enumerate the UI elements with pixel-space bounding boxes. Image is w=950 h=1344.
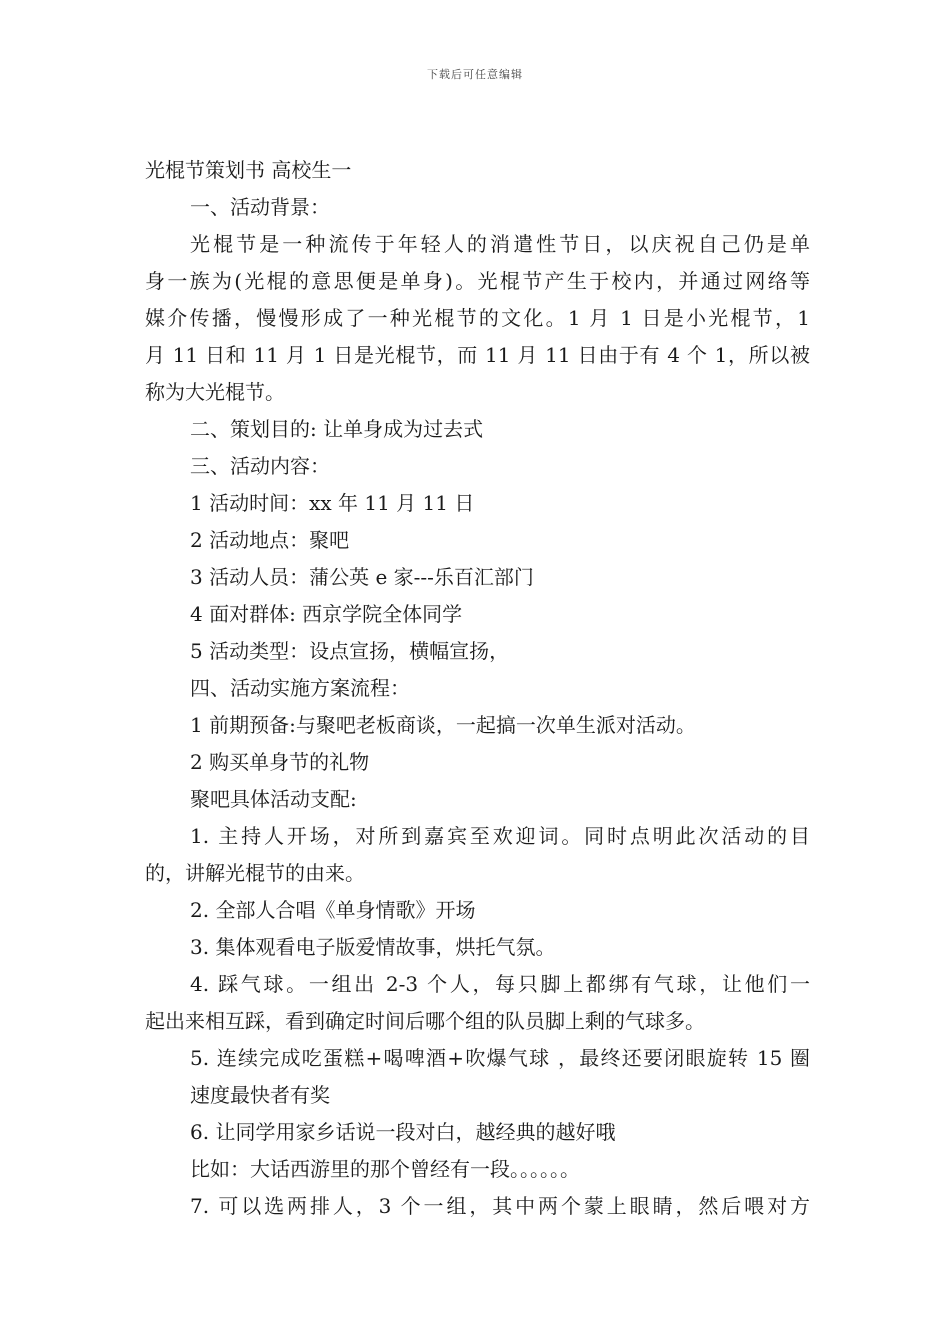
section-heading-process: 四、活动实施方案流程： — [190, 676, 410, 700]
document-body — [145, 152, 810, 1225]
list-item: 6. 让同学用家乡话说一段对白，越经典的越好哦 — [190, 1120, 616, 1144]
list-item: 2. 全部人合唱《单身情歌》开场 — [190, 898, 476, 922]
list-item: 1 活动时间：xx 年 11 月 11 日 — [190, 491, 475, 515]
paragraph-line: 月 11 日和 11 月 1 日是光棍节，而 11 月 11 日由于有 4 个 1，所以被 — [145, 343, 810, 367]
subheading-arrangement: 聚吧具体活动支配: — [190, 787, 357, 811]
list-item: 4. 踩气球。一组出 2-3 个人，每只脚上都绑有气球，让他们一 — [190, 972, 810, 996]
list-item: 7. 可以选两排人，3 个一组，其中两个蒙上眼睛，然后喂对方 — [190, 1194, 810, 1218]
list-item: 5 活动类型：设点宣扬，横幅宣扬， — [190, 639, 510, 663]
list-item: 4 面对群体: 西京学院全体同学 — [190, 602, 463, 626]
list-item: 2 活动地点：聚吧 — [190, 528, 350, 552]
section-heading-content: 三、活动内容： — [190, 454, 330, 478]
page-header-note: 下载后可任意编辑 — [427, 68, 523, 81]
example-line: 比如：大话西游里的那个曾经有一段。。。。。。 — [190, 1157, 580, 1181]
list-item: 1 前期预备:与聚吧老板商谈，一起搞一次单生派对活动。 — [190, 713, 696, 737]
paragraph-line: 称为大光棍节。 — [145, 380, 285, 404]
list-item: 5. 连续完成吃蛋糕+喝啤酒+吹爆气球 ，最终还要闭眼旋转 15 圈 — [190, 1046, 810, 1070]
document-title: 光棍节策划书 高校生一 — [145, 158, 352, 182]
list-item: 1. 主持人开场，对所到嘉宾至欢迎词。同时点明此次活动的目 — [190, 824, 810, 848]
list-item: 3. 集体观看电子版爱情故事，烘托气氛。 — [190, 935, 556, 959]
list-item-continuation: 速度最快者有奖 — [190, 1083, 330, 1107]
section-heading-background: 一、活动背景： — [190, 195, 330, 219]
list-item-continuation: 起出来相互踩，看到确定时间后哪个组的队员脚上剩的气球多。 — [145, 1009, 705, 1033]
paragraph-line: 光棍节是一种流传于年轻人的消遣性节日，以庆祝自己仍是单 — [190, 232, 810, 256]
paragraph-line: 媒介传播，慢慢形成了一种光棍节的文化。1 月 1 日是小光棍节，1 — [145, 306, 810, 330]
section-heading-purpose: 二、策划目的: 让单身成为过去式 — [190, 417, 484, 441]
list-item: 2 购买单身节的礼物 — [190, 750, 370, 774]
list-item: 3 活动人员：蒲公英 e 家---乐百汇部门 — [190, 565, 534, 589]
paragraph-line: 身一族为(光棍的意思便是单身)。光棍节产生于校内，并通过网络等 — [145, 269, 810, 293]
list-item-continuation: 的，讲解光棍节的由来。 — [145, 861, 365, 885]
